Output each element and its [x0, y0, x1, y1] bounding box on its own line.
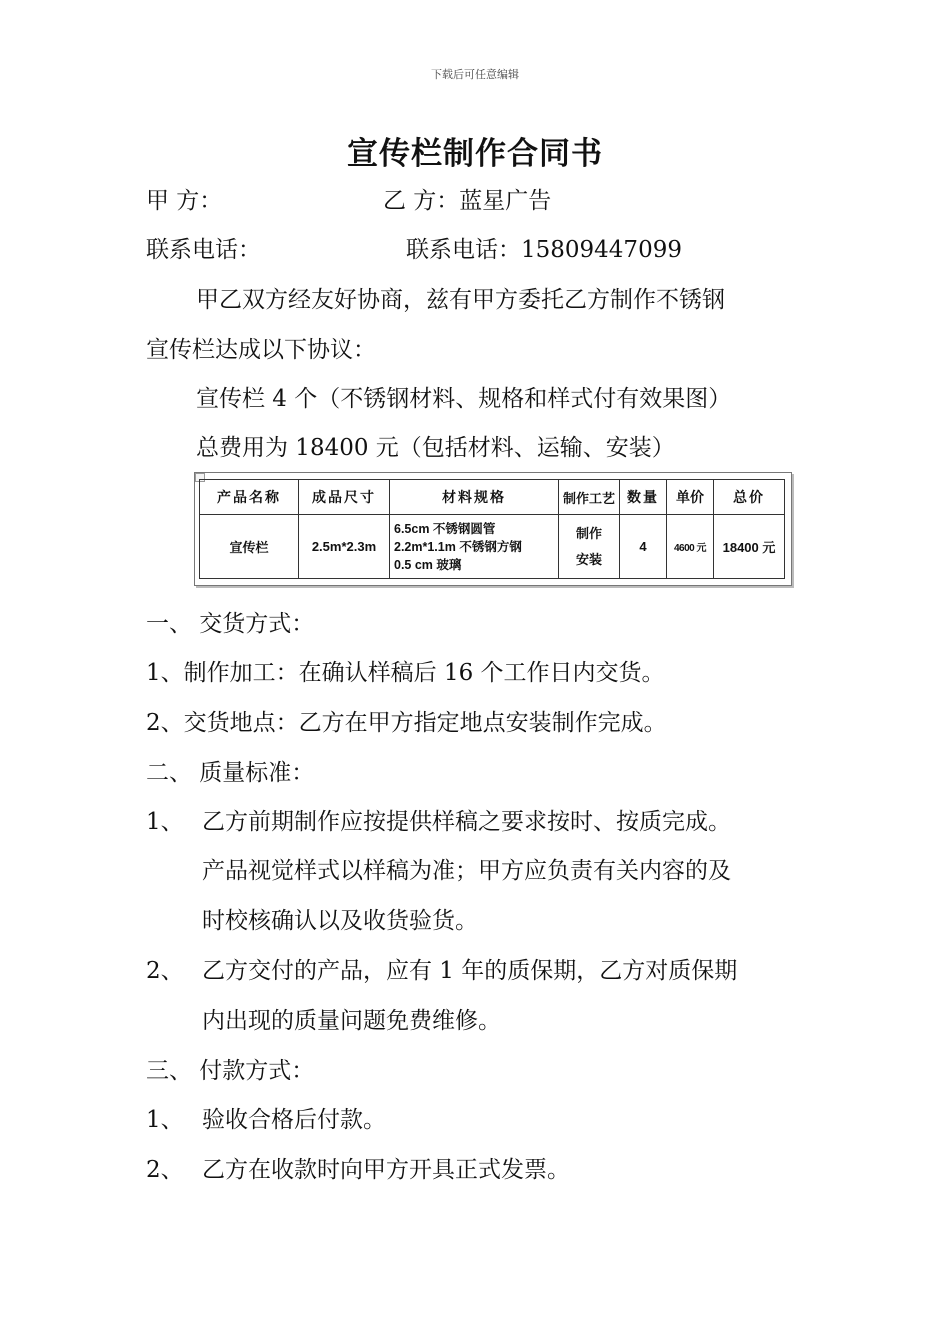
section-3-item-2: 乙方在收款时向甲方开具正式发票。 — [202, 1157, 570, 1183]
contact-a-label: 联系电话： — [146, 237, 261, 263]
section-2-item-2-line-1: 乙方交付的产品，应有 1 年的质保期，乙方对质保期 — [202, 958, 738, 984]
spec-line-2: 2.2m*1.1m 不锈钢方钢 — [394, 539, 522, 554]
item-line: 宣传栏 4 个（不锈钢材料、规格和样式付有效果图） — [196, 386, 732, 412]
cell-unit-price: 4600 元 — [667, 515, 714, 579]
intro-line-2: 宣传栏达成以下协议： — [146, 337, 376, 363]
section-2-item-1-line-3: 时校核确认以及收货验货。 — [202, 908, 478, 934]
process-line-1: 制作 — [575, 525, 602, 541]
section-3-item-2-number: 2、 — [146, 1157, 184, 1183]
contact-b-label: 联系电话：15809447099 — [406, 237, 682, 263]
header-note: 下载后可任意编辑 — [431, 68, 519, 81]
process-line-2: 安装 — [575, 551, 602, 567]
table-row — [200, 515, 785, 579]
party-a-label: 甲 方： — [146, 188, 223, 214]
document-title: 宣传栏制作合同书 — [347, 136, 603, 172]
header-total-price: 总价 — [714, 480, 785, 515]
total-line: 总费用为 18400 元（包括材料、运输、安装） — [196, 435, 675, 461]
header-process: 制作工艺 — [559, 480, 620, 515]
section-2-item-1-line-2: 产品视觉样式以样稿为准；甲方应负责有关内容的及 — [202, 858, 731, 884]
cell-total-price: 18400 元 — [714, 515, 785, 579]
table-header-row — [200, 480, 785, 515]
header-product-name: 产品名称 — [200, 480, 299, 515]
cell-size: 2.5m*2.3m — [299, 515, 390, 579]
party-b-label: 乙 方：蓝星广告 — [383, 188, 552, 214]
cell-process — [559, 515, 620, 579]
section-2-title: 二、 质量标准： — [146, 760, 315, 786]
section-2-item-1-number: 1、 — [146, 809, 184, 835]
section-2-item-2-line-2: 内出现的质量问题免费维修。 — [202, 1008, 501, 1034]
section-2-item-1-line-1: 乙方前期制作应按提供样稿之要求按时、按质完成。 — [202, 809, 731, 835]
spec-line-3: 0.5 cm 玻璃 — [394, 557, 462, 572]
section-1-item-2: 2、交货地点：乙方在甲方指定地点安装制作完成。 — [146, 710, 667, 736]
section-2-item-2-number: 2、 — [146, 958, 184, 984]
header-material-spec: 材料规格 — [390, 480, 559, 515]
cell-material-spec — [390, 515, 559, 579]
header-size: 成品尺寸 — [299, 480, 390, 515]
section-3-title: 三、 付款方式： — [146, 1058, 315, 1084]
cell-quantity: 4 — [620, 515, 667, 579]
header-quantity: 数量 — [620, 480, 667, 515]
header-unit-price: 单价 — [667, 480, 714, 515]
product-table — [199, 479, 785, 579]
cell-product-name: 宣传栏 — [200, 515, 299, 579]
product-table-image — [194, 472, 792, 586]
section-1-title: 一、 交货方式： — [146, 611, 315, 637]
section-3-item-1-number: 1、 — [146, 1107, 184, 1133]
section-1-item-1: 1、制作加工：在确认样稿后 16 个工作日内交货。 — [146, 660, 665, 686]
section-3-item-1: 验收合格后付款。 — [202, 1107, 386, 1133]
intro-line-1: 甲乙双方经友好协商，兹有甲方委托乙方制作不锈钢 — [196, 287, 725, 313]
spec-line-1: 6.5cm 不锈钢圆管 — [394, 521, 496, 536]
